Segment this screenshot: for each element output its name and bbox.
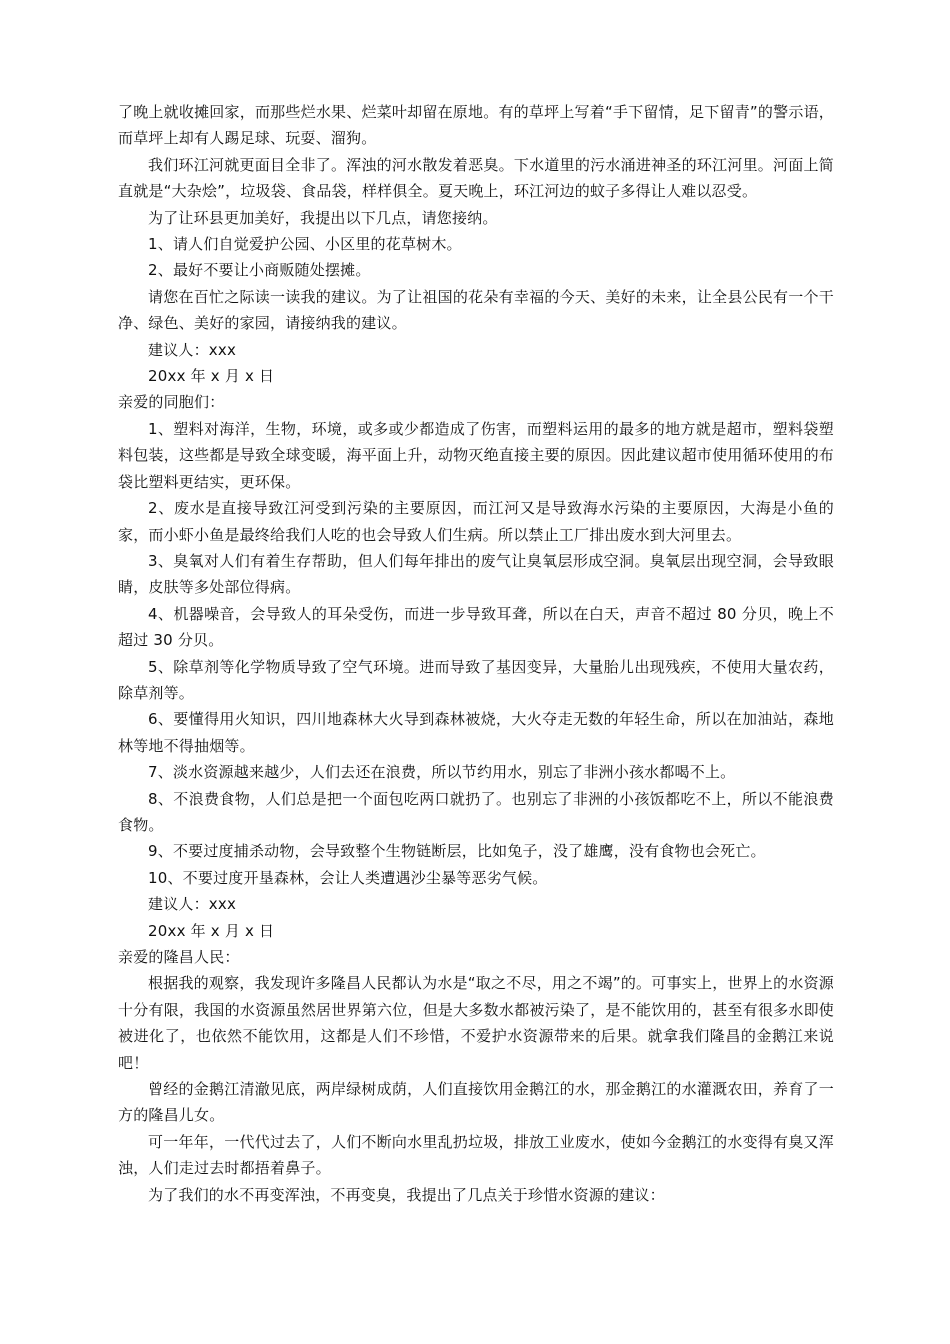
list-item: 6、要懂得用火知识，四川地森林大火导到森林被烧，大火夺走无数的年轻生命，所以在加油站，森地林等地不得抽烟等。 xyxy=(118,710,834,755)
list-item: 9、不要过度捕杀动物，会导致整个生物链断层，比如兔子，没了雄鹰，没有食物也会死亡。 xyxy=(148,842,766,861)
list-item: 2、废水是直接导致江河受到污染的主要原因，而江河又是导致海水污染的主要原因，大海是小鱼的家，而小虾小鱼是最终给我们人吃的也会导致人们生病。所以禁止工厂排出废水到大河里去。 xyxy=(118,499,834,544)
paragraph: 我们环江河就更面目全非了。浑浊的河水散发着恶臭。下水道里的污水涌进神圣的环江河里。河面上简直就是“大杂烩”，垃圾袋、食品袋，样样俱全。夏天晚上，环江河边的蚊子多得让人难以忍受。 xyxy=(118,155,834,201)
list-item: 8、不浪费食物，人们总是把一个面包吃两口就扔了。也别忘了非洲的小孩饭都吃不上，所以不能浪费食物。 xyxy=(118,789,834,834)
paragraph: 为了让环县更加美好，我提出以下几点，请您接纳。 xyxy=(148,208,498,227)
paragraph: 了晚上就收摊回家，而那些烂水果、烂菜叶却留在原地。有的草坪上写着“手下留情，足下留青”的警示语，而草坪上却有人踢足球、玩耍、溜狗。 xyxy=(118,103,834,148)
document-body xyxy=(118,99,834,1208)
list-item: 10、不要过度开垦森林，会让人类遭遇沙尘暴等恶劣气候。 xyxy=(148,868,548,887)
salutation: 亲爱的隆昌人民： xyxy=(118,948,240,966)
signature-line: 建议人：xxx xyxy=(148,895,237,914)
paragraph: 请您在百忙之际读一读我的建议。为了让祖国的花朵有幸福的今天、美好的未来，让全县公民有一个干净、绿色、美好的家园，请接纳我的建议。 xyxy=(118,287,834,333)
list-item: 5、除草剂等化学物质导致了空气环境。进而导致了基因变异，大量胎儿出现残疾，不使用大量农药，除草剂等。 xyxy=(118,657,834,702)
list-item: 7、淡水资源越来越少，人们去还在浪费，所以节约用水，别忘了非洲小孩水都喝不上。 xyxy=(148,763,736,782)
paragraph: 可一年年，一代代过去了，人们不断向水里乱扔垃圾，排放工业废水，使如今金鹅江的水变得有臭又浑浊，人们走过去时都捂着鼻子。 xyxy=(118,1132,834,1178)
signature-line: 建议人：xxx xyxy=(148,340,237,359)
date-line: 20xx 年 x 月 x 日 xyxy=(148,921,275,940)
list-item: 2、最好不要让小商贩随处摆摊。 xyxy=(148,261,371,280)
date-line: 20xx 年 x 月 x 日 xyxy=(148,367,275,386)
paragraph: 根据我的观察，我发现许多隆昌人民都认为水是“取之不尽，用之不竭”的。可事实上，世界上的水资源十分有限，我国的水资源虽然居世界第六位，但是大多数水都被污染了，是不能饮用的，甚至有很多水即使被进化了，也依然不能饮用，这都是人们不珍惜，不爱护水资源带来的后果。就拿我们隆昌的金鹅江来说吧！ xyxy=(118,974,834,1072)
paragraph: 为了我们的水不再变浑浊，不再变臭，我提出了几点关于珍惜水资源的建议： xyxy=(148,1185,665,1204)
list-item: 4、机器噪音，会导致人的耳朵受伤，而进一步导致耳聋，所以在白天，声音不超过 80 分贝，晚上不超过 30 分贝。 xyxy=(118,604,834,650)
list-item: 1、请人们自觉爱护公园、小区里的花草树木。 xyxy=(148,235,462,254)
paragraph: 曾经的金鹅江清澈见底，两岸绿树成荫，人们直接饮用金鹅江的水，那金鹅江的水灌溉农田，养育了一方的隆昌儿女。 xyxy=(118,1080,834,1125)
salutation: 亲爱的同胞们： xyxy=(118,393,225,412)
list-item: 3、臭氧对人们有着生存帮助，但人们每年排出的废气让臭氧层形成空洞。臭氧层出现空洞，会导致眼睛，皮肤等多处部位得病。 xyxy=(118,551,834,597)
list-item: 1、塑料对海洋，生物，环境，或多或少都造成了伤害，而塑料运用的最多的地方就是超市，塑料袋塑料包装，这些都是导致全球变暖，海平面上升，动物灭绝直接主要的原因。因此建议超市使用循环使用的布袋比塑料更结实，更环保。 xyxy=(118,419,834,491)
